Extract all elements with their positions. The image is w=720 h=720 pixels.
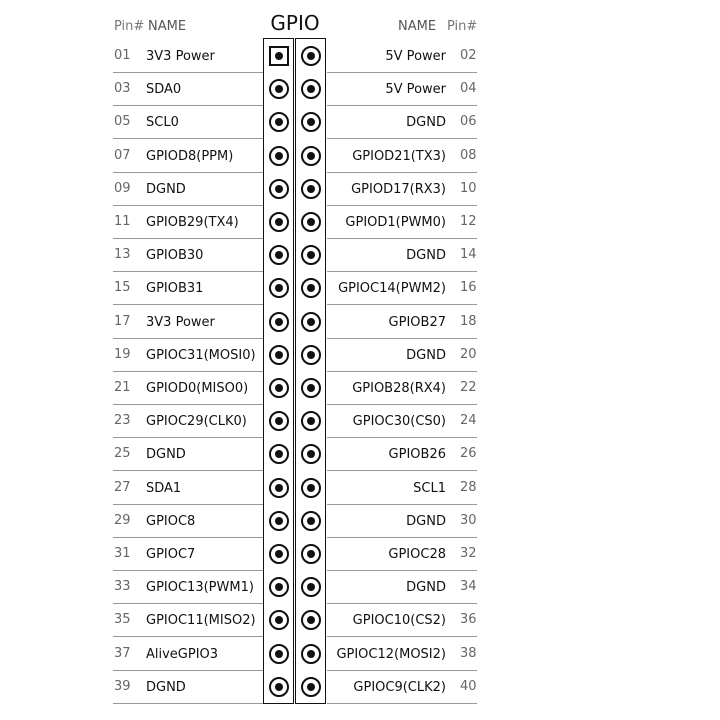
right-pin-name: GPIOD17(RX3)	[351, 181, 446, 197]
pin-07-icon	[269, 146, 289, 166]
left-pin-number: 19	[114, 346, 131, 362]
left-pin-name: GPIOB30	[146, 248, 204, 264]
right-pin-number: 24	[460, 413, 477, 429]
right-pin-number: 32	[460, 546, 477, 561]
right-pin-name: DGND	[406, 115, 446, 131]
right-pin-name: GPIOC12(MOSI2)	[336, 646, 446, 662]
pin-dot-icon	[307, 616, 315, 624]
pin-row	[0, 405, 720, 438]
left-pin-number: 23	[114, 413, 131, 429]
left-pin-name: GPIOB31	[146, 281, 204, 297]
pin-33-icon	[269, 577, 289, 597]
pin-row	[0, 173, 720, 206]
right-pin-number: 04	[460, 81, 477, 97]
left-pin-name: GPIOD0(MISO0)	[146, 381, 249, 396]
pin-dot-icon	[307, 284, 315, 292]
left-pin-number: 11	[114, 214, 131, 229]
right-pin-number: 08	[460, 147, 477, 163]
right-pin-number: 14	[460, 247, 477, 263]
pin-23-icon	[269, 411, 289, 431]
right-pin-name: 5V Power	[385, 49, 446, 64]
right-pin-number: 12	[460, 214, 477, 229]
right-pin-name: GPIOD1(PWM0)	[345, 215, 446, 230]
left-pin-name: GPIOC13(PWM1)	[146, 580, 254, 596]
pin-39-icon	[269, 677, 289, 697]
right-pin-name: GPIOC9(CLK2)	[353, 679, 446, 695]
left-pin-name: SCL0	[146, 115, 179, 131]
pin-22-icon	[301, 378, 321, 398]
pin-row	[0, 306, 720, 339]
pin-dot-icon	[275, 118, 283, 126]
pin-dot-icon	[307, 251, 315, 259]
right-pin-number: 10	[460, 180, 477, 196]
pin-row	[0, 272, 720, 305]
pin-dot-icon	[307, 185, 315, 193]
left-pin-name: GPIOC7	[146, 547, 196, 562]
pin-10-icon	[301, 179, 321, 199]
pin-29-icon	[269, 511, 289, 531]
left-pin-number: 17	[114, 313, 131, 329]
pin-row	[0, 339, 720, 372]
left-pin-number: 33	[114, 579, 131, 595]
pin-dot-icon	[307, 351, 315, 359]
pin-18-icon	[301, 312, 321, 332]
pin-dot-icon	[307, 417, 315, 425]
pin-row	[0, 239, 720, 272]
pin-dot-icon	[307, 450, 315, 458]
pin-25-icon	[269, 444, 289, 464]
pin-08-icon	[301, 146, 321, 166]
pin-27-icon	[269, 478, 289, 498]
pin-dot-icon	[275, 683, 283, 691]
pin-row	[0, 571, 720, 604]
left-pin-name: GPIOC8	[146, 513, 196, 529]
pin-row	[0, 206, 720, 239]
right-pin-number: 16	[460, 280, 477, 296]
pin-dot-icon	[275, 650, 283, 658]
diagram-title: GPIO	[270, 11, 320, 35]
pin-dot-icon	[307, 650, 315, 658]
left-pin-name: AliveGPIO3	[146, 646, 219, 662]
pin-row	[0, 505, 720, 538]
right-pin-name: GPIOC28	[388, 547, 446, 562]
pin-30-icon	[301, 511, 321, 531]
left-pin-name: GPIOC11(MISO2)	[146, 613, 256, 629]
pin-37-icon	[269, 644, 289, 664]
pin-row	[0, 140, 720, 173]
pin-32-icon	[301, 544, 321, 564]
left-pin-number: 29	[114, 512, 131, 528]
right-pin-header: Pin#	[447, 19, 478, 34]
right-pin-name: GPIOC30(CS0)	[352, 414, 446, 430]
pin-row	[0, 372, 720, 405]
left-pin-name: GPIOD8(PPM)	[146, 148, 234, 164]
left-name-header: NAME	[148, 19, 187, 34]
pin-dot-icon	[307, 118, 315, 126]
pin-dot-icon	[275, 384, 283, 392]
pin-dot-icon	[275, 185, 283, 193]
pin-34-icon	[301, 577, 321, 597]
pin-16-icon	[301, 278, 321, 298]
pin-dot-icon	[275, 85, 283, 93]
left-pin-number: 01	[114, 48, 131, 63]
left-pin-name: DGND	[146, 181, 186, 197]
pin-row	[0, 671, 720, 704]
right-pin-name: GPIOC10(CS2)	[352, 613, 446, 629]
left-pin-number: 31	[114, 546, 131, 561]
pin-01-icon	[269, 46, 289, 66]
pin-24-icon	[301, 411, 321, 431]
pin-28-icon	[301, 478, 321, 498]
pin-dot-icon	[275, 616, 283, 624]
pin-dot-icon	[307, 218, 315, 226]
right-pin-name: GPIOC14(PWM2)	[338, 281, 446, 297]
left-pin-name: GPIOC29(CLK0)	[146, 414, 247, 430]
left-pin-name: SDA0	[146, 82, 182, 98]
pin-dot-icon	[275, 218, 283, 226]
left-pin-name: DGND	[146, 447, 186, 463]
left-pin-name: 3V3 Power	[146, 49, 215, 64]
left-pin-number: 07	[114, 147, 131, 163]
left-pin-name: 3V3 Power	[146, 314, 215, 330]
pin-dot-icon	[275, 583, 283, 591]
right-pin-name: 5V Power	[385, 82, 446, 98]
left-pin-number: 37	[114, 645, 131, 661]
left-pin-number: 03	[114, 81, 131, 97]
pin-dot-icon	[275, 517, 283, 525]
left-pin-number: 13	[114, 247, 131, 263]
right-pin-number: 26	[460, 446, 477, 462]
right-pin-name: GPIOB26	[388, 447, 446, 463]
right-pin-number: 06	[460, 114, 477, 130]
pin-14-icon	[301, 245, 321, 265]
pin-dot-icon	[307, 152, 315, 160]
pin-dot-icon	[275, 152, 283, 160]
pin-05-icon	[269, 112, 289, 132]
pin-row	[0, 472, 720, 505]
right-pin-name: GPIOB27	[388, 314, 446, 330]
right-pin-number: 20	[460, 346, 477, 362]
pin-dot-icon	[307, 484, 315, 492]
left-pin-number: 27	[114, 479, 131, 495]
pin-row	[0, 106, 720, 139]
left-pin-name: DGND	[146, 679, 186, 695]
pin-row	[0, 538, 720, 571]
pin-dot-icon	[275, 284, 283, 292]
left-pin-number: 15	[114, 280, 131, 296]
pin-row	[0, 638, 720, 671]
right-pin-number: 22	[460, 380, 477, 395]
pin-dot-icon	[275, 417, 283, 425]
pin-20-icon	[301, 345, 321, 365]
left-pin-number: 25	[114, 446, 131, 462]
pin-row	[0, 604, 720, 637]
pin-15-icon	[269, 278, 289, 298]
pin-06-icon	[301, 112, 321, 132]
pin-09-icon	[269, 179, 289, 199]
pin-12-icon	[301, 212, 321, 232]
pin-dot-icon	[307, 52, 315, 60]
right-pin-name: GPIOD21(TX3)	[352, 148, 446, 164]
right-pin-name: GPIOB28(RX4)	[352, 381, 446, 396]
pin-11-icon	[269, 212, 289, 232]
left-pin-name: GPIOC31(MOSI0)	[146, 347, 256, 363]
pin-dot-icon	[307, 85, 315, 93]
pin-dot-icon	[275, 351, 283, 359]
left-pin-number: 05	[114, 114, 131, 130]
left-pin-number: 09	[114, 180, 131, 196]
pin-21-icon	[269, 378, 289, 398]
pin-dot-icon	[275, 450, 283, 458]
left-pin-name: SDA1	[146, 480, 182, 496]
left-pin-number: 21	[114, 380, 131, 395]
left-row-divider	[113, 703, 263, 704]
pin-19-icon	[269, 345, 289, 365]
right-pin-name: SCL1	[413, 480, 446, 496]
right-pin-name: DGND	[406, 248, 446, 264]
pin-03-icon	[269, 79, 289, 99]
right-pin-name: DGND	[406, 580, 446, 596]
right-name-header: NAME	[398, 19, 437, 34]
right-pin-name: DGND	[406, 513, 446, 529]
pin-row	[0, 438, 720, 471]
left-pin-header: Pin#	[114, 19, 145, 34]
pin-row	[0, 40, 720, 73]
pin-dot-icon	[275, 484, 283, 492]
pin-38-icon	[301, 644, 321, 664]
right-pin-number: 18	[460, 313, 477, 329]
right-pin-number: 30	[460, 512, 477, 528]
pin-dot-icon	[307, 318, 315, 326]
right-pin-number: 34	[460, 579, 477, 595]
pin-dot-icon	[307, 384, 315, 392]
pin-31-icon	[269, 544, 289, 564]
pin-35-icon	[269, 610, 289, 630]
pin-04-icon	[301, 79, 321, 99]
left-pin-number: 39	[114, 678, 131, 694]
pin-dot-icon	[307, 583, 315, 591]
right-pin-number: 38	[460, 645, 477, 661]
pin-dot-icon	[275, 550, 283, 558]
pin-dot-icon	[307, 550, 315, 558]
pin-dot-icon	[307, 517, 315, 525]
right-pin-number: 02	[460, 48, 477, 63]
pin-13-icon	[269, 245, 289, 265]
pin-02-icon	[301, 46, 321, 66]
pin-row	[0, 73, 720, 106]
pin-17-icon	[269, 312, 289, 332]
right-pin-number: 40	[460, 678, 477, 694]
right-pin-name: DGND	[406, 347, 446, 363]
pin-26-icon	[301, 444, 321, 464]
right-pin-number: 36	[460, 612, 477, 628]
pin-dot-icon	[275, 318, 283, 326]
left-pin-name: GPIOB29(TX4)	[146, 215, 239, 230]
pin-dot-icon	[307, 683, 315, 691]
right-pin-number: 28	[460, 479, 477, 495]
right-row-divider	[327, 703, 477, 704]
pin-dot-icon	[275, 251, 283, 259]
pin-36-icon	[301, 610, 321, 630]
pin-40-icon	[301, 677, 321, 697]
pin-dot-icon	[275, 52, 283, 60]
left-pin-number: 35	[114, 612, 131, 628]
